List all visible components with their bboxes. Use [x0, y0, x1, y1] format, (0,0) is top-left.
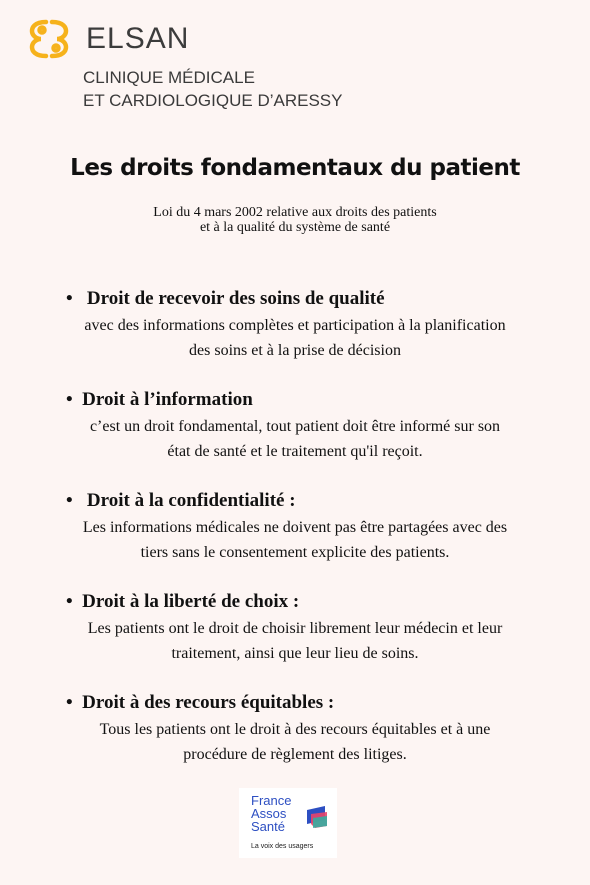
- right-body-line: Tous les patients ont le droit à des recours équitables et à une: [99, 721, 491, 738]
- right-body-line: Les patients ont le droit de choisir librement leur médecin et leur: [87, 620, 503, 637]
- clinic-name: [83, 66, 342, 112]
- right-item: [0, 287, 590, 363]
- france-assos-sante-logo: [239, 788, 337, 858]
- right-heading-text: Droit à l’information: [82, 389, 253, 410]
- right-heading-text: Droit à la liberté de choix :: [82, 591, 300, 612]
- subtitle-line-1: Loi du 4 mars 2002 relative aux droits des patients: [153, 205, 437, 220]
- right-item: [0, 489, 590, 565]
- right-item: [0, 691, 590, 767]
- header: [28, 18, 342, 112]
- logo-row: [28, 18, 342, 60]
- right-item: [0, 388, 590, 464]
- right-heading-text: Droit de recevoir des soins de qualité: [86, 288, 385, 309]
- right-body-line: Les informations médicales ne doivent pas être partagées avec des: [82, 519, 508, 536]
- rights-list: [0, 287, 590, 792]
- clinic-line-2: ET CARDIOLOGIQUE D’ARESSY: [83, 91, 343, 110]
- brand-name: ELSAN: [86, 22, 190, 55]
- bullet: •: [66, 692, 83, 713]
- badge-text: [251, 794, 291, 833]
- right-body-line: des soins et à la prise de décision: [189, 342, 401, 359]
- bullet: •: [66, 490, 87, 511]
- right-item: [0, 590, 590, 666]
- bullet: •: [66, 288, 87, 309]
- right-body-line: traitement, ainsi que leur lieu de soins.: [171, 645, 419, 662]
- right-heading: [0, 388, 590, 414]
- page-title: Les droits fondamentaux du patient: [70, 155, 520, 181]
- clinic-line-1: CLINIQUE MÉDICALE: [83, 68, 255, 87]
- bullet: •: [66, 389, 83, 410]
- badge-tagline: La voix des usagers: [251, 843, 314, 850]
- right-body-line: avec des informations complètes et participation à la planification: [84, 317, 506, 334]
- right-heading: [0, 590, 590, 616]
- right-heading: [0, 691, 590, 717]
- right-heading-text: Droit à des recours équitables :: [82, 692, 335, 713]
- badge-line-2: Assos: [251, 806, 287, 821]
- subtitle-line-2: et à la qualité du système de santé: [199, 220, 391, 235]
- right-body-line: état de santé et le traitement qu'il reçoit.: [167, 443, 423, 460]
- right-heading-text: Droit à la confidentialité :: [86, 490, 296, 511]
- right-body-line: tiers sans le consentement explicite des patients.: [140, 544, 450, 561]
- badge-line-3: Santé: [251, 819, 285, 834]
- right-body-line: c’est un droit fondamental, tout patient doit être informé sur son: [89, 418, 501, 435]
- right-heading: [0, 489, 590, 515]
- elsan-logo-icon: [28, 18, 70, 60]
- right-body-line: procédure de règlement des litiges.: [183, 746, 407, 763]
- right-heading: [0, 287, 590, 313]
- subtitle: [0, 205, 590, 235]
- speech-bubble-icon: [305, 806, 327, 830]
- bullet: •: [66, 591, 83, 612]
- badge-line-1: France: [251, 793, 292, 808]
